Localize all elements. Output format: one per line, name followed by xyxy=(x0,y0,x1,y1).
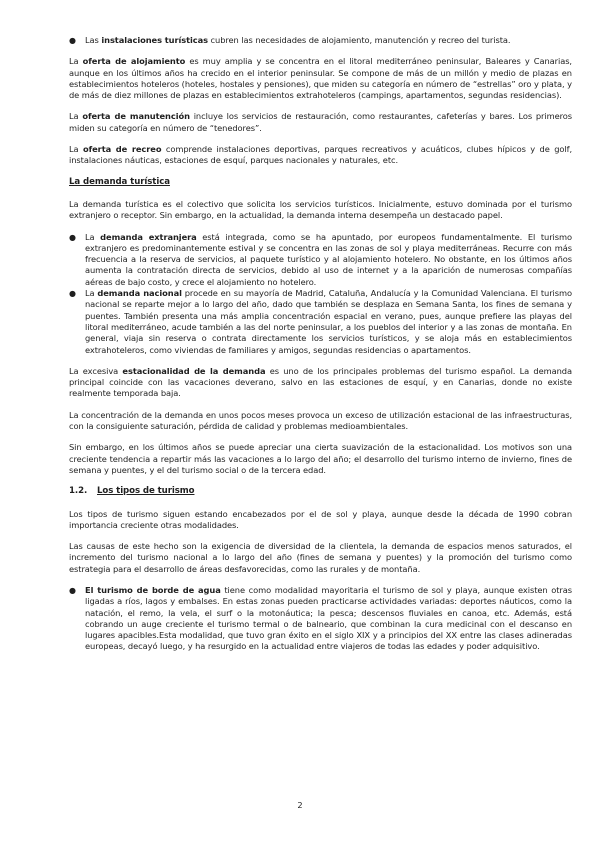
paragraph-suavizacion: Sin embargo, en los últimos años se puede apreciar una cierta suavización de la estacionalidad. Los motivos son una creciente tendencia a repartir más las vacaciones a lo largo del año; el desarrollo del turismo interno de invierno, fines de semana y puentes, y el del turismo social o de la tercera edad. xyxy=(69,442,572,475)
section-number: 1.2. xyxy=(69,486,88,497)
term-instalaciones: instalaciones turísticas xyxy=(101,35,208,45)
term-manutencion: oferta de manutención xyxy=(82,111,190,122)
page-number: 2 xyxy=(297,800,303,810)
section-title: Los tipos de turismo xyxy=(97,486,195,497)
paragraph-concentracion: La concentración de la demanda en unos pocos meses provoca un exceso de utilización estacional de las infraestructuras, con la consiguiente saturación, pérdida de calidad y problemas medioambientales. xyxy=(69,409,572,432)
term-estacionalidad: estacionalidad de la demanda xyxy=(122,365,266,376)
bullet-dot: ● xyxy=(69,36,76,45)
paragraph-demanda-intro: La demanda turística es el colectivo que solicita los servicios turísticos. Inicialmente, estuvo dominada por el turismo extranjero o receptor. Sin embargo, en la actualidad, la demanda interna desempeña un destacado papel. xyxy=(69,198,572,221)
bullet-dot: ● xyxy=(69,289,76,299)
section-heading-tipos xyxy=(69,486,572,497)
paragraph-tipos-intro: Los tipos de turismo siguen estando encabezados por el de sol y playa, aunque desde la década de 1990 cobran importancia creciente otras modalidades. xyxy=(69,508,572,530)
paragraph-causas: Las causas de este hecho son la exigencia de diversidad de la clientela, la demanda de espacios menos saturados, el incremento del turismo nacional a lo largo del año (fines de semana y puentes) y la promoción del turismo como estrategia para el desarrollo de áreas desfavorecidas, como las rurales y de montaña. xyxy=(69,541,572,574)
term-alojamiento: oferta de alojamiento xyxy=(82,56,186,67)
term-nacional: demanda nacional xyxy=(97,288,182,299)
paragraph-alojamiento: La oferta de alojamiento es muy amplia y se concentra en el litoral mediterráneo peninsular, Baleares y Canarias, aunque en los últimos años ha crecido en el interior peninsular. Se compone de más de un millón y medio de plazas en establecimientos hoteleros (hoteles, hostales y pensiones), que miden su categoría en número de “estrellas” oro y plata, y de más de diez millones de plazas en establecimientos extrahoteleros (campings, apartamentos, segundas residencias). xyxy=(69,56,572,101)
term-recreo: oferta de recreo xyxy=(82,144,162,155)
bullet-demanda-extranjera: ● La demanda extranjera está integrada, como se ha apuntado, por europeos fundamentalmente. El turismo extranjero es predominantemente estival y se concentra en las zonas de sol y playa mediterráneas. Recurre con más frecuencia a la reserva de servicios, al paquete turístico y al alojamiento hotelero. No obstante, en los últimos años aumenta la contratación directa de servicios, debido al uso de internet y a la aparición de numerosas compañías aéreas de bajo costo, y crece el alojamiento no hotelero. xyxy=(69,231,572,287)
paragraph-estacionalidad: La excesiva estacionalidad de la demanda es uno de los principales problemas del turismo español. La demanda principal coincide con las vacaciones deverano, salvo en las estaciones de esquí, y en Canarias, donde no existe realmente temporada baja. xyxy=(69,365,572,399)
bullet-instalaciones: ● Las instalaciones turísticas cubren las necesidades de alojamiento, manutención y recreo del turista. xyxy=(69,35,511,45)
paragraph-manutencion: La oferta de manutención incluye los servicios de restauración, como restaurantes, cafeterías y bares. Los primeros miden su categoría en número de “tenedores”. xyxy=(69,111,573,133)
bullet-dot: ● xyxy=(69,232,76,242)
term-borde-agua: El turismo de borde de agua xyxy=(85,584,221,595)
term-extranjera: demanda extranjera xyxy=(100,231,197,242)
paragraph-recreo: La oferta de recreo comprende instalaciones deportivas, parques recreativos y acuáticos, clubes hípicos y de golf, instalaciones náuticas, estaciones de esquí, parques nacionales y naturales, etc. xyxy=(69,144,572,166)
bullet-dot: ● xyxy=(69,585,76,595)
document-page xyxy=(40,35,572,653)
bullet-borde-agua: ● El turismo de borde de agua tiene como modalidad mayoritaria el turismo de sol y playa, aunque existen otras ligadas a ríos, lagos y embalses. En estas zonas pueden practicarse actividades variadas: deportes náuticos, como la natación, el remo, la vela, el surf o la motonáutica; la pesca; descensos fluviales en canoa, etc. Además, está cobrando un auge creciente el turismo termal o de balneario, que combinan la cura medicinal con el descanso en lugares apacibles.Esta modalidad, que tuvo gran éxito en el siglo XIX y a principios del XX entre las clases adineradas europeas, decayó luego, y ha resurgido en la actualidad entre viajeros de todas las edades y poder adquisitivo. xyxy=(69,584,572,652)
heading-demanda: La demanda turística xyxy=(69,176,170,187)
bullet-demanda-nacional: ● La demanda nacional procede en su mayoría de Madrid, Cataluña, Andalucía y la Comunidad Valenciana. El turismo nacional se reparte mejor a lo largo del año, dado que también se desplaza en Semana Santa, los fines de semana y puentes. También presenta una más amplia concentración espacial en verano, pues, aunque prefiere las playas del litoral mediterráneo, acude también a las del norte peninsular, a los pueblos del interior y a las zonas de montaña. En general, viaja sin reserva o contrata directamente los servicios turísticos, y se aloja más en establecimientos extrahoteleros, como viviendas de familiares y amigos, segundas residencias o apartamentos. xyxy=(69,288,572,355)
